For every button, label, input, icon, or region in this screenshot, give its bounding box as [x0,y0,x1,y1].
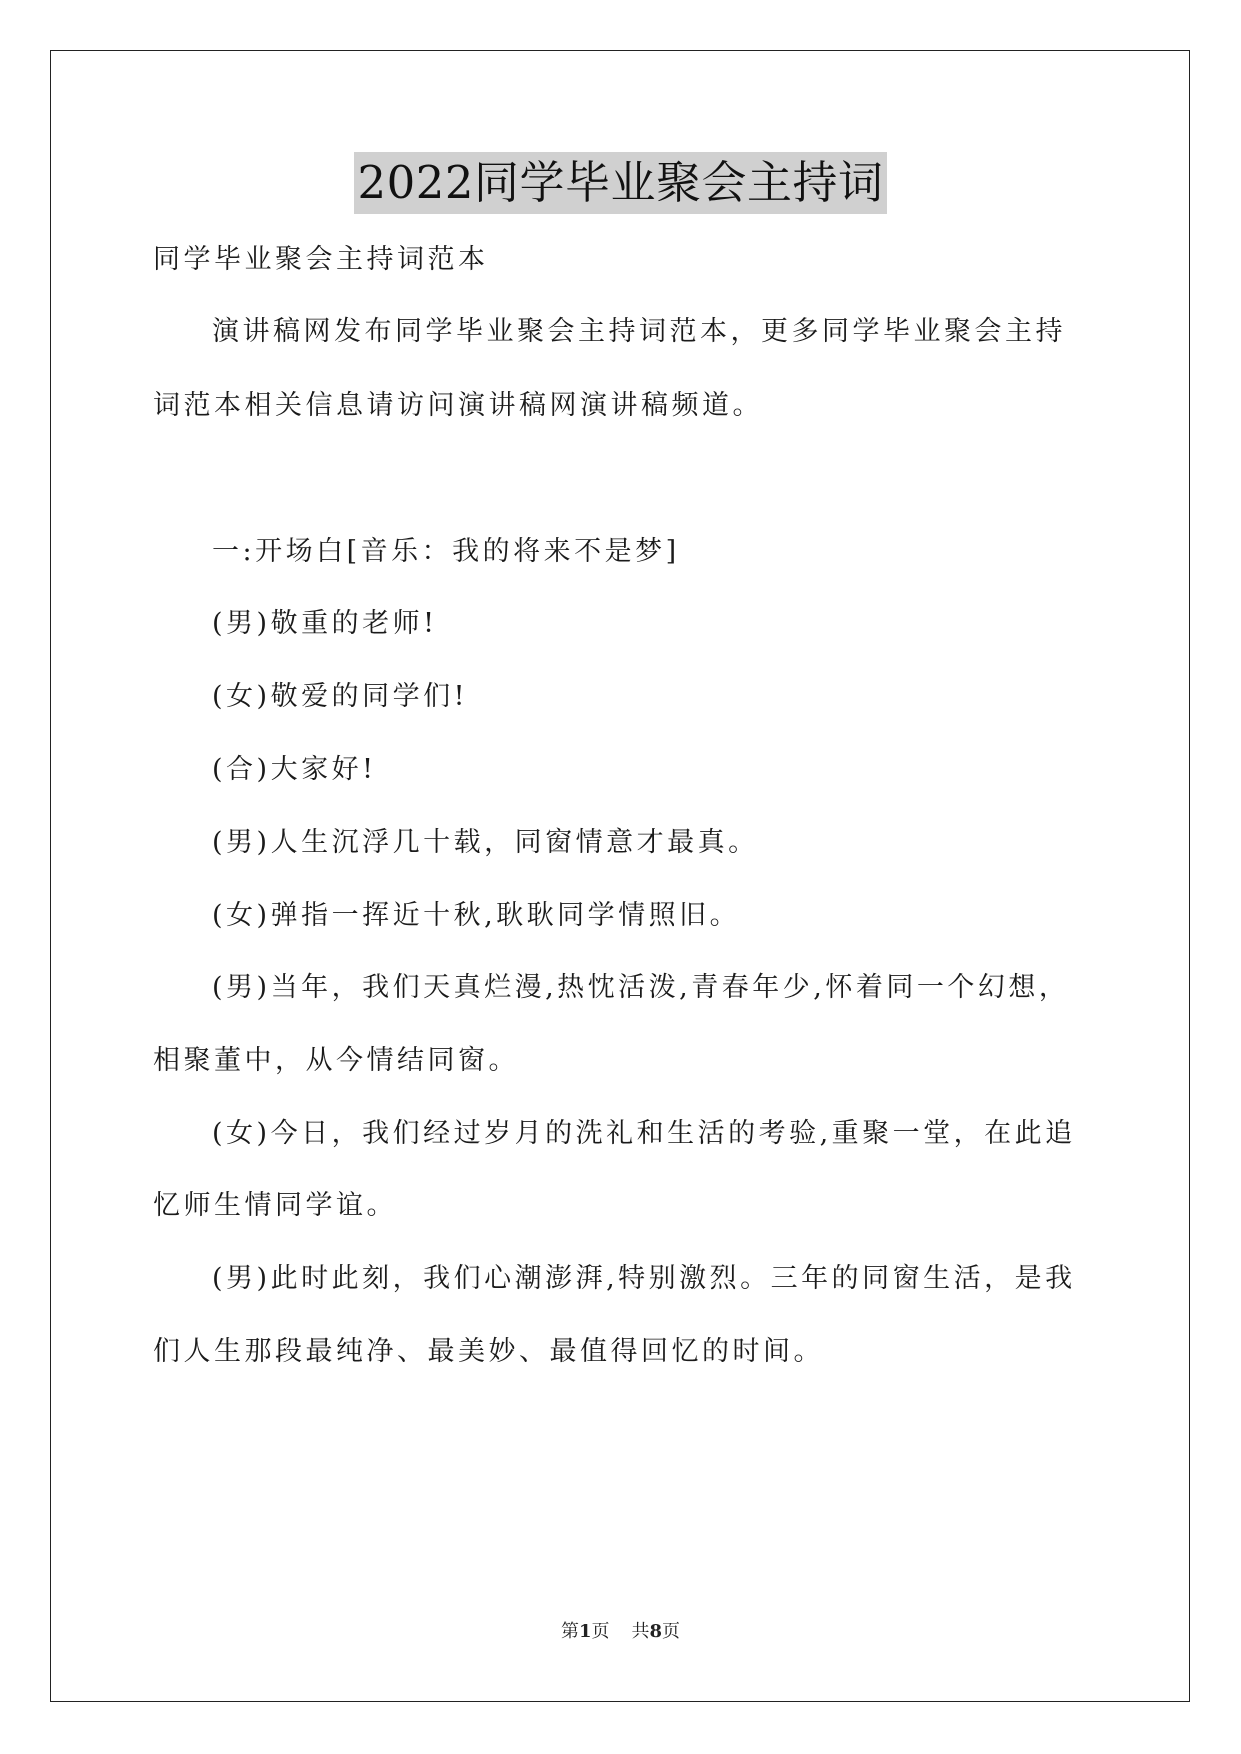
subtitle: 同学毕业聚会主持词范本 [153,244,489,275]
paragraph-line: 忆师生情同学谊。 [153,1190,397,1221]
paragraph-line: 相聚董中，从今情结同窗。 [153,1045,519,1076]
page-unit: 页 [591,1621,610,1642]
paragraph-line: 演讲稿网发布同学毕业聚会主持词范本，更多同学毕业聚会主持 [212,316,1066,347]
document-title: 2022同学毕业聚会主持词 [354,152,886,214]
paragraph-line: (男)此时此刻，我们心潮澎湃,特别激烈。三年的同窗生活，是我 [212,1263,1076,1294]
page-total: 8 [649,1621,663,1642]
paragraph-line: (男)人生沉浮几十载，同窗情意才最真。 [212,827,759,858]
total-prefix: 共 [631,1621,650,1642]
paragraph-line: (女)弹指一挥近十秋,耿耿同学情照旧。 [212,900,741,931]
paragraph-line: 一:开场白[音乐：我的将来不是梦] [212,536,680,567]
paragraph-line: 们人生那段最纯净、最美妙、最值得回忆的时间。 [153,1336,824,1367]
paragraph-line: (女)今日，我们经过岁月的洗礼和生活的考验,重聚一堂，在此追 [212,1118,1076,1149]
paragraph-line: (女)敬爱的同学们! [212,681,468,712]
paragraph-line: (男)敬重的老师! [212,608,438,639]
total-unit: 页 [662,1621,681,1642]
paragraph-line: 词范本相关信息请访问演讲稿网演讲稿频道。 [153,390,763,421]
page-prefix: 第 [560,1621,579,1642]
paragraph-line: (男)当年，我们天真烂漫,热忱活泼,青春年少,怀着同一个幻想， [212,972,1070,1003]
page-border [50,50,1190,1702]
title-container [0,152,1241,214]
page-current: 1 [578,1621,592,1642]
page-footer [0,1620,1241,1644]
paragraph-line: (合)大家好! [212,754,377,785]
